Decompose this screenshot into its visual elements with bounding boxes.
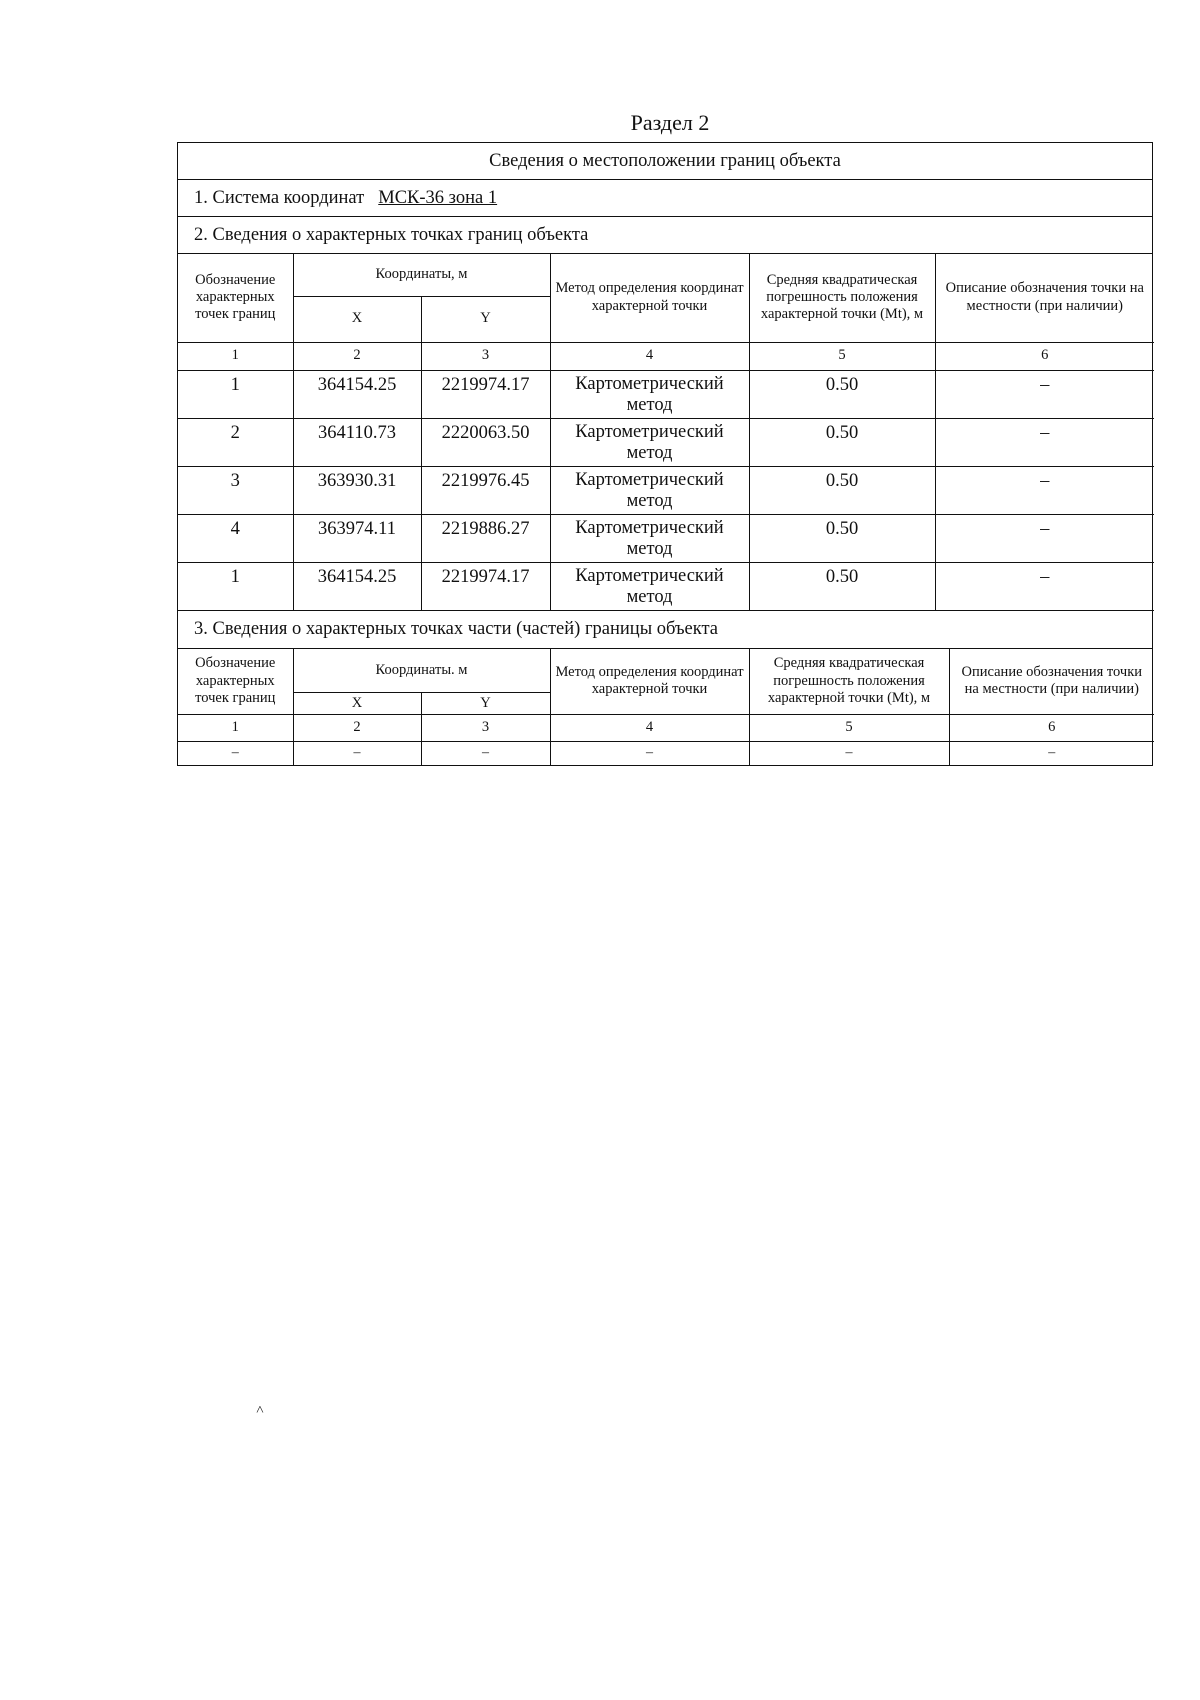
header-designation: Обозначение характерных точек границ — [178, 649, 293, 715]
column-number: 3 — [421, 715, 550, 742]
description-cell: – — [935, 466, 1154, 514]
method-cell: Картометрический метод — [550, 370, 749, 418]
column-number-row — [178, 342, 1154, 370]
method-cell: – — [550, 742, 749, 765]
point-id: – — [178, 742, 293, 765]
point-id: 2 — [178, 418, 293, 466]
column-number: 6 — [935, 342, 1154, 370]
table-row — [178, 742, 1154, 765]
description-cell: – — [949, 742, 1154, 765]
method-cell: Картометрический метод — [550, 466, 749, 514]
method-cell: Картометрический метод — [550, 562, 749, 610]
header-coordinates: Координаты. м — [293, 649, 550, 693]
column-number-row — [178, 715, 1154, 742]
header-description: Описание обозначения точки на местности (при наличии) — [935, 254, 1154, 342]
description-cell: – — [935, 562, 1154, 610]
header-designation: Обозначение характерных точек границ — [178, 254, 293, 342]
description-cell: – — [935, 370, 1154, 418]
coord-y: 2219976.45 — [421, 466, 550, 514]
boundary-info-frame — [177, 142, 1153, 766]
coord-x: 364154.25 — [293, 562, 421, 610]
point-id: 1 — [178, 370, 293, 418]
point-id: 1 — [178, 562, 293, 610]
header-description: Описание обозначения точки на местности (при наличии) — [949, 649, 1154, 715]
header-x: X — [293, 693, 421, 715]
column-number: 3 — [421, 342, 550, 370]
coord-system-label: 1. Система координат — [194, 187, 365, 208]
coord-x: 363974.11 — [293, 514, 421, 562]
point-id: 4 — [178, 514, 293, 562]
stray-mark: ˄ — [256, 1403, 264, 1418]
header-coordinates: Координаты, м — [293, 254, 550, 296]
column-number: 5 — [749, 715, 949, 742]
column-number: 2 — [293, 342, 421, 370]
coord-x: 364154.25 — [293, 370, 421, 418]
part-points-table — [178, 649, 1154, 765]
error-cell: 0.50 — [749, 418, 935, 466]
column-number: 5 — [749, 342, 935, 370]
header-y: Y — [421, 693, 550, 715]
coord-y: – — [421, 742, 550, 765]
coord-x: 364110.73 — [293, 418, 421, 466]
boundary-points-table — [178, 254, 1154, 611]
header-x: X — [293, 296, 421, 342]
header-method: Метод определения координат характерной точки — [550, 254, 749, 342]
coord-system-row — [178, 180, 1152, 217]
table-row — [178, 466, 1154, 514]
method-cell: Картометрический метод — [550, 514, 749, 562]
coord-y: 2219886.27 — [421, 514, 550, 562]
table-row — [178, 418, 1154, 466]
coord-y: 2220063.50 — [421, 418, 550, 466]
table-row — [178, 514, 1154, 562]
error-cell: – — [749, 742, 949, 765]
header-error: Средняя квадратическая погрешность положения характерной точки (Mt), м — [749, 649, 949, 715]
column-number: 1 — [178, 342, 293, 370]
table-row — [178, 562, 1154, 610]
coord-y: 2219974.17 — [421, 562, 550, 610]
error-cell: 0.50 — [749, 370, 935, 418]
header-method: Метод определения координат характерной точки — [550, 649, 749, 715]
table-row — [178, 370, 1154, 418]
frame-title: Сведения о местоположении границ объекта — [178, 143, 1152, 180]
boundary-points-heading: 2. Сведения о характерных точках границ объекта — [178, 217, 1152, 254]
column-number: 1 — [178, 715, 293, 742]
error-cell: 0.50 — [749, 514, 935, 562]
coord-x: – — [293, 742, 421, 765]
error-cell: 0.50 — [749, 562, 935, 610]
column-number: 6 — [949, 715, 1154, 742]
coord-system-value: МСК-36 зона 1 — [378, 187, 498, 208]
section-title: Раздел 2 — [630, 110, 710, 135]
coord-x: 363930.31 — [293, 466, 421, 514]
header-y: Y — [421, 296, 550, 342]
coord-y: 2219974.17 — [421, 370, 550, 418]
column-number: 4 — [550, 715, 749, 742]
point-id: 3 — [178, 466, 293, 514]
column-number: 2 — [293, 715, 421, 742]
header-error: Средняя квадратическая погрешность положения характерной точки (Mt), м — [749, 254, 935, 342]
method-cell: Картометрический метод — [550, 418, 749, 466]
column-number: 4 — [550, 342, 749, 370]
description-cell: – — [935, 418, 1154, 466]
error-cell: 0.50 — [749, 466, 935, 514]
part-points-heading: 3. Сведения о характерных точках части (частей) границы объекта — [178, 611, 1152, 649]
description-cell: – — [935, 514, 1154, 562]
